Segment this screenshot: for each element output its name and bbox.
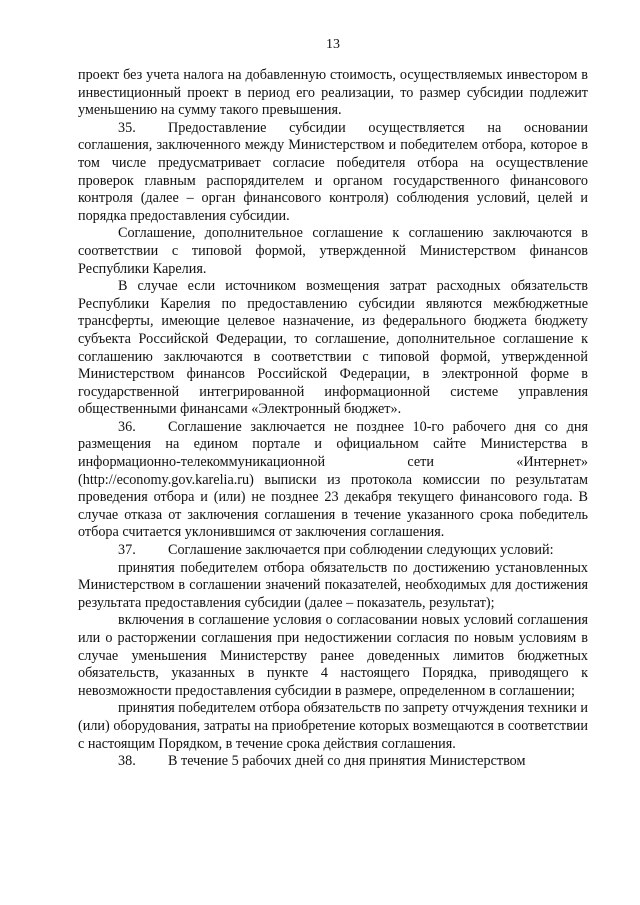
paragraph-38: 38. В течение 5 рабочих дней со дня принятия Министерством xyxy=(118,753,526,770)
clause-number: 36. xyxy=(118,418,136,435)
document-body xyxy=(78,67,588,771)
paragraph: принятия победителем отбора обязательств по запрету отчуждения техники и (или) оборудования, затраты на приобретение которых возмещаются в соответствии с настоящим Порядком, в течение срока действия соглашения. xyxy=(78,700,588,752)
clause-number: 37. xyxy=(118,542,136,559)
clause-number: 35. xyxy=(118,119,136,136)
paragraph: включения в соглашение условия о согласовании новых условий соглашения или о расторжении соглашения при недостижении согласия по новым условиям в случае уменьшения Министерству ранее доведенных лимитов бюджетных обязательств, указанных в пункте 4 настоящего Порядка, приводящего к невозможности предоставления субсидии в размере, определенном в соглашении; xyxy=(78,612,588,699)
page-number: 13 xyxy=(326,37,340,52)
paragraph: В случае если источником возмещения затрат расходных обязательств Республики Карелия по предоставлению субсидии являются межбюджетные трансферты, имеющие целевое назначение, из федерального бюджета бюджету субъекта Российской Федерации, то соглашение, дополнительное соглашение к соглашению заключаются в соответствии с типовой формой, утвержденной Министерством финансов Российской Федерации, в электронной форме в государственной интегрированной информационной системе управления общественными финансами «Электронный бюджет». xyxy=(78,278,588,418)
paragraph: принятия победителем отбора обязательств по достижению установленных Министерством в соглашении значений показателей, необходимых для достижения результата предоставления субсидии (далее – показатель, результат); xyxy=(78,559,588,611)
paragraph-36: 36. Соглашение заключается не позднее 10-го рабочего дня со дня размещения на едином портале и официальном сайте Министерства в информационно-телекоммуникационной сети «Интернет» (http://economy.gov.karelia.ru) выписки из протокола комиссии по результатам проведения отбора и (или) не позднее 23 декабря текущего финансового года. В случае отказа от заключения соглашения в течение указанного срока победитель отбора считается уклонившимся от заключения соглашения. xyxy=(78,418,588,541)
paragraph-37: 37. Соглашение заключается при соблюдении следующих условий: xyxy=(118,542,554,559)
paragraph-35: 35. Предоставление субсидии осуществляется на основании соглашения, заключенного между Министерством и победителем отбора, которое в том числе предусматривает согласие победителя отбора на осуществление проверок главным распорядителем и органом государственного финансового контроля (далее – орган финансового контроля) соблюдения условий, целей и порядка предоставления субсидии. xyxy=(78,119,588,224)
paragraph: Соглашение, дополнительное соглашение к соглашению заключаются в соответствии с типовой формой, утвержденной Министерством финансов Республики Карелия. xyxy=(78,225,588,277)
clause-number: 38. xyxy=(118,753,136,770)
paragraph: проект без учета налога на добавленную стоимость, осуществляемых инвестором в инвестиционный проект в период его реализации, то размер субсидии подлежит уменьшению на сумму такого превышения. xyxy=(78,67,588,119)
